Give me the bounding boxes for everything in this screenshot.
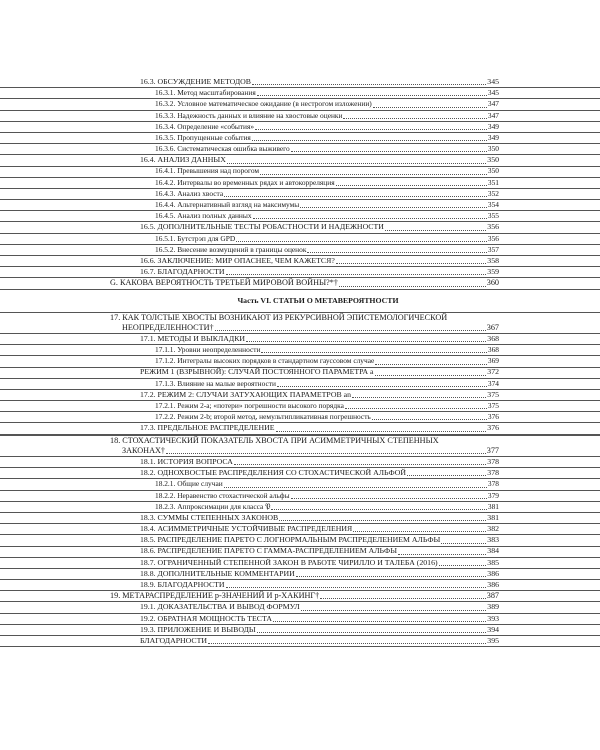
- toc-page-number: 384: [487, 546, 499, 556]
- toc-entry[interactable]: [0, 133, 600, 144]
- toc-entry-number: 16.4.1.: [155, 166, 176, 176]
- dot-leader: [252, 84, 486, 85]
- part-heading: Часть VI. СТАТЬИ О МЕТАВЕРОЯТНОСТИ: [237, 295, 399, 305]
- toc-entry-text: ПРЕДЕЛЬНОЕ РАСПРЕДЕЛЕНИЕ: [157, 423, 275, 433]
- toc-entry-text: Неравенство стохастической альфы: [177, 490, 290, 500]
- toc-entry-title: [155, 411, 371, 422]
- toc-entry-text: КАК ТОЛСТЫЕ ХВОСТЫ ВОЗНИКАЮТ ИЗ РЕКУРСИВНОЙ ЭПИСТЕМОЛОГИЧЕСКОЙ: [122, 312, 448, 322]
- toc-entry-text: СТОХАСТИЧЕСКИЙ ПОКАЗАТЕЛЬ ХВОСТА ПРИ АСИММЕТРИЧНЫХ СТЕПЕННЫХ: [122, 435, 439, 445]
- toc-entry[interactable]: [0, 278, 600, 289]
- toc-page-number: 379: [487, 490, 499, 500]
- dot-leader: [224, 487, 487, 488]
- toc-entry-text: РАСПРЕДЕЛЕНИЕ ПАРЕТО С ЛОГНОРМАЛЬНЫМ РАСПРЕДЕЛЕНИЕМ АЛЬФЫ: [157, 535, 441, 545]
- dot-leader: [372, 419, 487, 420]
- toc-page-number: 372: [487, 367, 499, 377]
- dot-leader: [291, 151, 487, 152]
- toc-entry-title: [155, 143, 290, 154]
- toc-entry-continuation[interactable]: [0, 323, 600, 334]
- toc-entry[interactable]: [0, 189, 600, 200]
- toc-entry-number: 16.4.5.: [155, 211, 176, 221]
- dot-leader: [407, 475, 486, 476]
- toc-page-number: 386: [487, 580, 499, 590]
- toc-entry-title: [155, 233, 235, 244]
- dot-leader: [345, 408, 487, 409]
- toc-page-number: 368: [487, 345, 499, 355]
- toc-entry-text: ДОКАЗАТЕЛЬСТВА И ВЫВОД ФОРМУЛ: [157, 602, 300, 612]
- toc-entry-number: 18.2.2.: [155, 490, 176, 500]
- toc-entry-title: [140, 255, 335, 266]
- dot-leader: [373, 107, 487, 108]
- toc-entry-text: Систематическая ошибка выживего: [177, 144, 290, 154]
- toc-entry-number: 19.2.: [140, 613, 156, 623]
- toc-entry-text: Анализ полных данных: [177, 211, 252, 221]
- dot-leader: [261, 352, 486, 353]
- toc-entry-continuation[interactable]: [0, 446, 600, 457]
- toc-entry-text: МЕТОДЫ И ВЫКЛАДКИ: [157, 333, 246, 343]
- toc-page-number: 347: [487, 99, 499, 109]
- toc-entry-title: [140, 579, 225, 590]
- toc-page-number: 395: [487, 635, 499, 645]
- toc-entry-text: БЛАГОДАРНОСТИ: [157, 267, 225, 277]
- dot-leader: [215, 330, 486, 331]
- dot-leader: [226, 587, 487, 588]
- toc-entry[interactable]: [0, 155, 600, 166]
- toc-page-number: 378: [487, 456, 499, 466]
- dot-leader: [279, 520, 486, 521]
- toc-entry-text: ОГРАНИЧЕННЫЙ СТЕПЕННОЙ ЗАКОН В РАБОТЕ ЧИРИЛЛО И ТАЛЕБА (2016): [157, 557, 438, 567]
- toc-section-16: [0, 77, 600, 290]
- toc-entry-title: [155, 501, 270, 512]
- toc-entry-number: 18.1.: [140, 456, 156, 466]
- toc-entry[interactable]: [0, 614, 600, 625]
- toc-entry-number: 16.4.: [140, 155, 156, 165]
- toc-entry[interactable]: [0, 468, 600, 479]
- dot-leader: [273, 621, 486, 622]
- toc-entry-number: 16.3.2.: [155, 99, 176, 109]
- toc-entry-text: Режим 2-a; «потери» погрешности высокого порядка: [177, 401, 344, 411]
- toc-entry-title: [140, 635, 207, 646]
- dot-leader: [257, 95, 487, 96]
- toc-page-number: 349: [487, 121, 499, 131]
- toc-entry-number: 16.3.6.: [155, 144, 176, 154]
- toc-page-number: 345: [487, 76, 499, 86]
- toc-page-number: 352: [487, 188, 499, 198]
- toc-entry-text: ДОПОЛНИТЕЛЬНЫЕ ТЕСТЫ РОБАСТНОСТИ И НАДЕЖНОСТИ: [157, 222, 384, 232]
- toc-entry-text: СУММЫ СТЕПЕННЫХ ЗАКОНОВ: [157, 512, 279, 522]
- dot-leader: [441, 543, 486, 544]
- toc-page-number: 389: [487, 602, 499, 612]
- toc-entry-title: [155, 188, 223, 199]
- toc-entry[interactable]: [0, 222, 600, 233]
- toc-entry-number: 17.1.3.: [155, 378, 176, 388]
- toc-entry-number: 17.1.2.: [155, 356, 176, 366]
- dot-leader: [257, 632, 487, 633]
- toc-entry[interactable]: [0, 312, 600, 323]
- dot-leader: [301, 610, 487, 611]
- toc-entry-text: БЛАГОДАРНОСТИ: [140, 635, 207, 645]
- toc-entry-number: 16.7.: [140, 267, 156, 277]
- toc-entry-title: [155, 132, 251, 143]
- toc-entry[interactable]: [0, 636, 600, 647]
- toc-entry[interactable]: [0, 368, 600, 379]
- toc-entry-text: Интегралы высоких порядков в стандартном гауссовом случае: [177, 356, 375, 366]
- dot-leader: [375, 364, 487, 365]
- dot-leader: [271, 509, 487, 510]
- toc-entry-title: [140, 613, 272, 624]
- toc-entry-text: Режим 2-b; второй метод, немультипликативная погрешность: [177, 412, 371, 422]
- toc-chapter-18: [0, 435, 600, 592]
- toc-entry-number: 16.4.3.: [155, 188, 176, 198]
- toc-entry-title: [155, 177, 335, 188]
- toc-entry-number: 16.3.4.: [155, 121, 176, 131]
- toc-entry-title: [155, 355, 374, 366]
- toc-page-number: 345: [487, 88, 499, 98]
- toc-page-number: 378: [487, 479, 499, 489]
- toc-page-number: 369: [487, 356, 499, 366]
- toc-entry-title: [140, 389, 351, 400]
- toc-entry-text: Уровни неопределенности: [177, 345, 261, 355]
- dot-leader: [260, 174, 487, 175]
- dot-leader: [296, 576, 487, 577]
- toc-entry-text: Надежность данных и влияние на хвостовые оценки: [177, 110, 343, 120]
- dot-leader: [439, 565, 487, 566]
- toc-page-number: 368: [487, 333, 499, 343]
- toc-page-number: 394: [487, 624, 499, 634]
- toc-entry-number: 16.5.2.: [155, 244, 176, 254]
- toc-entry[interactable]: [0, 479, 600, 490]
- toc-entry-number: 17.1.1.: [155, 345, 176, 355]
- toc-entry-text: РАСПРЕДЕЛЕНИЕ ПАРЕТО С ГАММА-РАСПРЕДЕЛЕНИЕМ АЛЬФЫ: [157, 546, 397, 556]
- toc-page-number: 350: [487, 144, 499, 154]
- toc-entry[interactable]: [0, 625, 600, 636]
- toc-entry-text: Влияние на малые вероятности: [177, 378, 276, 388]
- toc-entry-title: [155, 98, 372, 109]
- toc-entry-title: [140, 221, 384, 232]
- toc-entry[interactable]: [0, 423, 600, 434]
- toc-entry-number: G.: [110, 278, 118, 288]
- toc-page-number: 350: [487, 166, 499, 176]
- dot-leader: [255, 129, 487, 130]
- toc-entry-text: КАКОВА ВЕРОЯТНОСТЬ ТРЕТЬЕЙ МИРОВОЙ ВОЙНЫ?*†: [120, 278, 338, 288]
- toc-entry-title: [140, 534, 440, 545]
- dot-leader: [320, 598, 485, 599]
- toc-page-number: 350: [487, 155, 499, 165]
- toc-entry-number: 18.8.: [140, 568, 156, 578]
- toc-entry-text: Внесение возмущений в границы оценок: [177, 244, 307, 254]
- toc-entry-title: [140, 557, 438, 568]
- toc-entry-text: Превышения над порогом: [177, 166, 260, 176]
- toc-entry-number: 18.6.: [140, 546, 156, 556]
- toc-entry[interactable]: [0, 111, 600, 122]
- toc-entry-text: ЗАКЛЮЧЕНИЕ: МИР ОПАСНЕЕ, ЧЕМ КАЖЕТСЯ?: [157, 255, 335, 265]
- toc-page-number: 375: [487, 401, 499, 411]
- dot-leader: [343, 118, 486, 119]
- toc-entry-title: [155, 199, 299, 210]
- toc-entry[interactable]: [0, 334, 600, 345]
- toc-entry-title: [155, 210, 252, 221]
- dot-leader: [291, 498, 487, 499]
- toc-entry-number: 18.4.: [140, 524, 156, 534]
- toc-entry-title: [155, 490, 290, 501]
- toc-entry[interactable]: [0, 144, 600, 155]
- toc-entry[interactable]: [0, 122, 600, 133]
- toc-entry-number: 18.: [110, 435, 121, 445]
- toc-page-number: 349: [487, 132, 499, 142]
- toc-entry-title: [155, 110, 342, 121]
- toc-entry[interactable]: [0, 558, 600, 569]
- toc-page-number: 393: [487, 613, 499, 623]
- toc-page-number: 376: [487, 412, 499, 422]
- toc-entry-title: [140, 456, 233, 467]
- toc-entry[interactable]: [0, 200, 600, 211]
- toc-page-number: 359: [487, 267, 499, 277]
- toc-page-number: 387: [486, 591, 499, 601]
- toc-entry[interactable]: [0, 77, 600, 88]
- dot-leader: [208, 643, 486, 644]
- toc-entry-number: 16.3.: [140, 76, 156, 86]
- dot-leader: [246, 341, 486, 342]
- toc-entry-number: 18.3.: [140, 512, 156, 522]
- toc-entry-number: 16.6.: [140, 255, 156, 265]
- dot-leader: [236, 241, 487, 242]
- toc-entry-number: 17.2.1.: [155, 401, 176, 411]
- toc-entry-number: 18.2.3.: [155, 501, 176, 511]
- toc-entry[interactable]: [0, 602, 600, 613]
- dot-leader: [227, 163, 486, 164]
- toc-entry-text: АСИММЕТРИЧНЫЕ УСТОЙЧИВЫЕ РАСПРЕДЕЛЕНИЯ: [157, 524, 353, 534]
- toc-entry-text: Условное математическое ожидание (в нестрогом изложении): [177, 99, 372, 109]
- toc-entry-title: [140, 512, 278, 523]
- dot-leader: [277, 386, 487, 387]
- toc-entry-text: Анализ хвоста: [177, 188, 224, 198]
- dot-leader: [234, 464, 486, 465]
- toc-entry-title: [140, 154, 226, 165]
- dot-leader: [253, 218, 487, 219]
- dot-leader: [226, 274, 487, 275]
- toc-entry-text: РЕЖИМ 1 (ВЗРЫВНОЙ): СЛУЧАЙ ПОСТОЯННОГО ПАРАМЕТРА a: [140, 367, 374, 377]
- toc-entry-text: ПРИЛОЖЕНИЕ И ВЫВОДЫ: [157, 624, 256, 634]
- toc-entry-title: [140, 366, 374, 377]
- toc-entry-title: [140, 467, 406, 478]
- toc-page-number: 358: [487, 255, 499, 265]
- dot-leader: [166, 453, 486, 454]
- dot-leader: [353, 531, 486, 532]
- toc-entry-text: Определение «события»: [177, 121, 255, 131]
- toc-entry-text: АНАЛИЗ ДАННЫХ: [157, 155, 226, 165]
- toc-entry-number: 17.2.2.: [155, 412, 176, 422]
- toc-page-number: 381: [487, 512, 499, 522]
- toc-entry[interactable]: [0, 502, 600, 513]
- toc-page-number: 347: [487, 110, 499, 120]
- toc-entry-text: МЕТАРАСПРЕДЕЛЕНИЕ p-ЗНАЧЕНИЙ И p-ХАКИНГ†: [122, 591, 320, 601]
- toc-entry-number: 17.2.: [140, 389, 156, 399]
- toc-entry-text: Бутстрэп для GPD: [177, 233, 236, 243]
- toc-entry-number: 19.: [110, 591, 121, 601]
- toc-page-number: 356: [487, 233, 499, 243]
- toc-entry[interactable]: [0, 591, 600, 602]
- toc-entry-text: ДОПОЛНИТЕЛЬНЫЕ КОММЕНТАРИИ: [157, 568, 295, 578]
- toc-entry-text: Альтернативный взгляд на максимумы: [177, 200, 300, 210]
- dot-leader: [336, 263, 487, 264]
- toc-entry-number: 17.: [110, 312, 121, 322]
- toc-page-number: 382: [487, 524, 499, 534]
- toc-entry-number: 16.3.1.: [155, 88, 176, 98]
- toc-entry-text: ОДНОХВОСТЫЕ РАСПРЕДЕЛЕНИЯ СО СТОХАСТИЧЕСКОЙ АЛЬФОЙ: [157, 468, 407, 478]
- toc-entry-text-cont: ЗАКОНАХ†: [122, 445, 166, 455]
- toc-entry-text: ОБСУЖДЕНИЕ МЕТОДОВ: [157, 76, 252, 86]
- toc-page-number: 375: [487, 389, 499, 399]
- toc-entry-text: Интервалы во временных рядах и автокорреляция: [177, 177, 335, 187]
- toc-entry-number: 17.3.: [140, 423, 156, 433]
- toc-entry-text: ОБРАТНАЯ МОЩНОСТЬ ТЕСТА: [157, 613, 273, 623]
- toc-entry-number: 16.3.5.: [155, 132, 176, 142]
- dot-leader: [307, 252, 486, 253]
- dot-leader: [336, 185, 487, 186]
- toc-entry-title: [155, 400, 344, 411]
- toc-page-number: 374: [487, 378, 499, 388]
- toc-chapter-17: [0, 312, 600, 435]
- toc-page-number: 378: [487, 468, 499, 478]
- toc-page-number: 376: [487, 423, 499, 433]
- toc-entry-text: Метод масштабирования: [177, 88, 256, 98]
- toc-entry[interactable]: [0, 435, 600, 446]
- toc-page-number: 377: [486, 445, 499, 455]
- toc-page-number: 360: [486, 278, 499, 288]
- toc-entry-title: [140, 568, 295, 579]
- toc-entry-title: [140, 422, 275, 433]
- toc-page-number: 357: [487, 244, 499, 254]
- toc-page-number: 356: [487, 222, 499, 232]
- toc-page-number: 385: [487, 557, 499, 567]
- toc-entry-title: [155, 478, 223, 489]
- dot-leader: [375, 375, 487, 376]
- toc-entry-title: [155, 244, 306, 255]
- toc-entry-number: 16.5.: [140, 222, 156, 232]
- toc-page-number: 386: [487, 568, 499, 578]
- toc-entry-title: [140, 266, 225, 277]
- toc-entry-text: РЕЖИМ 2: СЛУЧАИ ЗАТУХАЮЩИХ ПАРАМЕТРОВ an: [157, 389, 351, 399]
- toc-entry-title: [155, 121, 254, 132]
- dot-leader: [385, 230, 486, 231]
- toc-page-number: 381: [487, 501, 499, 511]
- toc-page-number: 351: [487, 177, 499, 187]
- toc-page-number: 355: [487, 211, 499, 221]
- toc-entry-text: БЛАГОДАРНОСТИ: [157, 580, 225, 590]
- toc-entry-title: [155, 165, 259, 176]
- toc-entry-text: ИСТОРИЯ ВОПРОСА: [157, 456, 233, 466]
- dot-leader: [398, 554, 486, 555]
- toc-entry-title: [140, 545, 397, 556]
- toc-entry[interactable]: [0, 412, 600, 423]
- toc-entry-number: 16.4.4.: [155, 200, 176, 210]
- toc-entry-number: 19.1.: [140, 602, 156, 612]
- toc-entry-number: 18.5.: [140, 535, 156, 545]
- toc-entry[interactable]: [0, 256, 600, 267]
- toc-entry-title: [140, 76, 251, 87]
- toc-entry-title: [155, 378, 276, 389]
- table-of-contents: [0, 77, 600, 647]
- dot-leader: [276, 431, 487, 432]
- toc-entry-title: [140, 601, 300, 612]
- dot-leader: [300, 207, 487, 208]
- toc-entry-number: 16.5.1.: [155, 233, 176, 243]
- toc-entry-text: Пропущенные события: [177, 132, 251, 142]
- toc-entry[interactable]: [0, 178, 600, 189]
- toc-entry-number: 18.7.: [140, 557, 156, 567]
- dot-leader: [252, 140, 487, 141]
- dot-leader: [224, 196, 487, 197]
- toc-entry-number: 16.4.2.: [155, 177, 176, 187]
- toc-entry-number: 17.1.: [140, 333, 156, 343]
- dot-leader: [339, 286, 486, 287]
- toc-entry-number: 16.3.3.: [155, 110, 176, 120]
- toc-page-number: 383: [487, 535, 499, 545]
- toc-chapter-19: [0, 591, 600, 647]
- toc-page-number: 354: [487, 200, 499, 210]
- toc-entry-text: Общие случаи: [177, 479, 223, 489]
- toc-entry-number: 18.2.1.: [155, 479, 176, 489]
- toc-entry-title: [110, 277, 338, 288]
- toc-entry-number: 18.2.: [140, 468, 156, 478]
- toc-entry-title: [140, 333, 245, 344]
- toc-entry-text: Аппроксимации для класса 𝔓: [177, 501, 271, 511]
- toc-entry-text-cont: НЕОПРЕДЕЛЕННОСТИ†: [122, 322, 214, 332]
- toc-entry-number: 18.9.: [140, 580, 156, 590]
- toc-entry[interactable]: [0, 569, 600, 580]
- toc-entry-title: [155, 87, 256, 98]
- toc-entry-title: [110, 590, 319, 601]
- toc-entry[interactable]: [0, 491, 600, 502]
- toc-entry-title: [140, 624, 256, 635]
- toc-entry-number: 19.3.: [140, 624, 156, 634]
- toc-entry-title: [140, 523, 352, 534]
- toc-entry-title: [155, 344, 260, 355]
- dot-leader: [352, 397, 486, 398]
- toc-page-number: 367: [486, 322, 499, 332]
